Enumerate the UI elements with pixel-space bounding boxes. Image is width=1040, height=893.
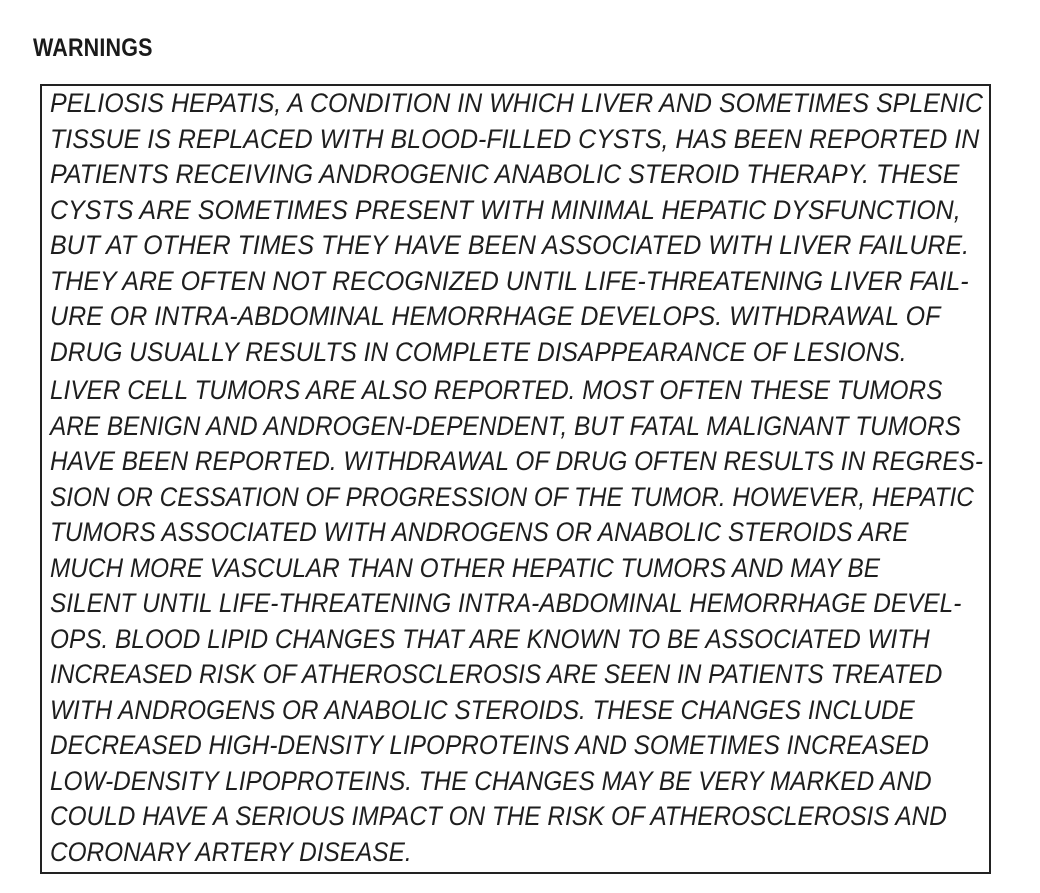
text-line: LIVER CELL TUMORS ARE ALSO REPORTED. MOST OFTEN THESE TUMORS <box>50 375 943 405</box>
text-line: PATIENTS RECEIVING ANDROGENIC ANABOLIC STEROID THERAPY. THESE <box>50 159 960 189</box>
text-line: MUCH MORE VASCULAR THAN OTHER HEPATIC TUMORS AND MAY BE <box>50 552 881 583</box>
text-line: WITH ANDROGENS OR ANABOLIC STEROIDS. THESE CHANGES INCLUDE <box>50 694 915 725</box>
text-line: ARE BENIGN AND ANDROGEN-DEPENDENT, BUT FATAL MALIGNANT TUMORS <box>50 410 961 441</box>
text-line: THEY ARE OFTEN NOT RECOGNIZED UNTIL LIFE-THREATENING LIVER FAIL- <box>50 265 969 296</box>
text-line: DECREASED HIGH-DENSITY LIPOPROTEINS AND SOMETIMES INCREASED <box>50 730 929 760</box>
text-line: BUT AT OTHER TIMES THEY HAVE BEEN ASSOCIATED WITH LIVER FAILURE. <box>50 230 970 260</box>
text-line: DRUG USUALLY RESULTS IN COMPLETE DISAPPEARANCE OF LESIONS. <box>50 336 907 367</box>
text-line: CORONARY ARTERY DISEASE. <box>50 836 412 867</box>
text-line: COULD HAVE A SERIOUS IMPACT ON THE RISK OF ATHEROSCLEROSIS AND <box>50 801 947 831</box>
text-line: OPS. BLOOD LIPID CHANGES THAT ARE KNOWN TO BE ASSOCIATED WITH <box>50 623 930 654</box>
text-line: URE OR INTRA-ABDOMINAL HEMORRHAGE DEVELOPS. WITHDRAWAL OF <box>50 301 941 331</box>
text-line: HAVE BEEN REPORTED. WITHDRAWAL OF DRUG OFTEN RESULTS IN REGRES- <box>50 446 983 476</box>
section-heading: WARNINGS <box>33 34 153 62</box>
warning-paragraph-liver-tumors <box>50 373 1040 870</box>
text-line: LOW-DENSITY LIPOPROTEINS. THE CHANGES MAY BE VERY MARKED AND <box>50 765 932 796</box>
text-line: TUMORS ASSOCIATED WITH ANDROGENS OR ANABOLIC STEROIDS ARE <box>50 517 909 547</box>
text-line: TISSUE IS REPLACED WITH BLOOD-FILLED CYSTS, HAS BEEN REPORTED IN <box>50 123 980 154</box>
text-line: SILENT UNTIL LIFE-THREATENING INTRA-ABDOMINAL HEMORRHAGE DEVEL- <box>50 588 962 618</box>
warning-paragraph-peliosis <box>50 86 1040 370</box>
warning-box <box>40 84 991 874</box>
text-line: INCREASED RISK OF ATHEROSCLEROSIS ARE SEEN IN PATIENTS TREATED <box>50 659 943 689</box>
text-line: SION OR CESSATION OF PROGRESSION OF THE TUMOR. HOWEVER, HEPATIC <box>50 481 974 512</box>
text-line: CYSTS ARE SOMETIMES PRESENT WITH MINIMAL HEPATIC DYSFUNCTION, <box>50 194 961 225</box>
text-line: PELIOSIS HEPATIS, A CONDITION IN WHICH LIVER AND SOMETIMES SPLENIC <box>50 88 983 118</box>
